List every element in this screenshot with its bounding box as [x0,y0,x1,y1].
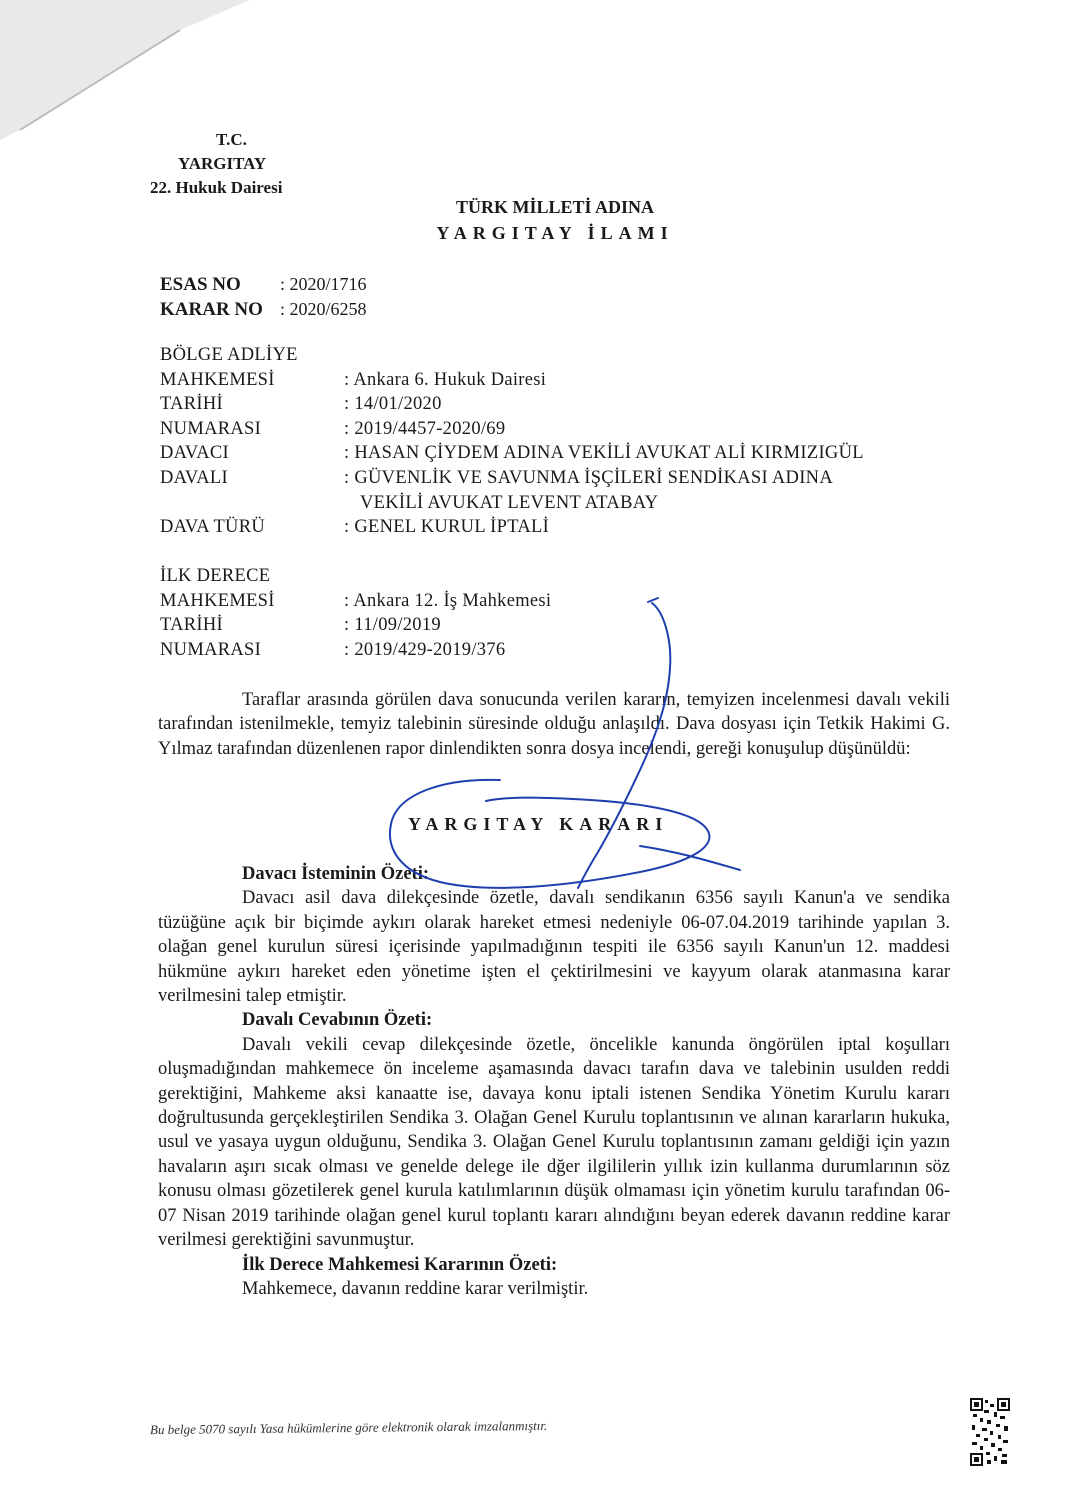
info-value: : 2019/4457-2020/69 [344,418,506,439]
info-row [160,392,950,417]
karar-label: KARAR NO [160,299,263,320]
karar-value: : 2020/6258 [280,299,367,319]
title-line2: YARGITAY İLAMI [436,223,674,243]
info-row-continued [160,491,950,516]
section-title-first-court: İlk Derece Mahkemesi Kararının Özeti: [242,1254,558,1275]
decision-title: YARGITAY KARARI [408,814,669,834]
info-value: : 11/09/2019 [344,615,441,636]
intro-text: Taraflar arasında görülen dava sonucunda verilen kararın, temyizen incelenmesi davalı vekili tarafından istenilmekle, temyiz talebinin süresinde olduğu anlaşıldı. Dava dosyası için Tetkik Hakimi G. Yılmaz tarafından düzenlenen rapor dinlendikten sonra dosya incelendi, gereği konuşulup düşünüldü: [158,690,950,759]
court-tc: T.C. [216,130,247,149]
info-label: DAVALI [160,467,228,488]
info-value: VEKİLİ AVUKAT LEVENT ATABAY [360,492,659,513]
section-text-claimant: Davacı asil dava dilekçesinde özetle, davalı sendikanın 6356 sayılı Kanun'a ve sendika tüzüğüne açık bir biçimde aykırı olarak hareket etmesi nedeniyle 06-07.04.2019 tarihinde yapılan 3. olağan genel kurulun süresi içerisinde yapılmadığının tespiti ile 6356 sayılı Kanun'un 12. maddesi hükmüne aykırı hareket eden yönetime işten el çektirilmesini ve kayyum olarak atanmasına karar verilmesini talep etmiştir. [158,888,950,1007]
section-text-first-court: Mahkemece, davanın reddine karar verilmiştir. [242,1278,589,1299]
esas-value: : 2020/1716 [280,274,367,294]
info-label-empty [160,491,344,516]
court-header [150,128,340,200]
info-label: MAHKEMESİ [160,590,275,611]
info-row [160,466,950,491]
info-value: : GENEL KURUL İPTALİ [344,517,550,538]
info-row [160,613,934,638]
section-title-defendant: Davalı Cevabının Özeti: [242,1010,433,1031]
info-value: : 2019/429-2019/376 [344,639,506,660]
info-label: DAVA TÜRÜ [160,517,266,538]
info-value: : Ankara 6. Hukuk Dairesi [344,369,547,390]
info-value: : Ankara 12. İş Mahkemesi [344,590,552,611]
info-value: : GÜVENLİK VE SAVUNMA İŞÇİLERİ SENDİKASI ADINA [344,467,833,488]
court-name: YARGITAY [178,154,267,173]
info-row [160,515,950,540]
first-court-heading: İLK DERECE [160,566,271,586]
info-label: TARİHİ [160,394,223,415]
document-title [390,194,720,246]
info-label: NUMARASI [160,639,262,660]
info-label: MAHKEMESİ [160,369,275,390]
esas-label: ESAS NO [160,274,241,295]
section-text-defendant: Davalı vekili cevap dilekçesinde özetle, öncelikle kanunda öngörülen iptal koşulları oluşmadığından mahkemece ön inceleme aşamasında davacı tarafın dava ve talebinin usulden reddi gerektiğini, Mahkeme aksi kanaatte ise, davaya konu iptali istenen Sendika Yönetim Kurulu kararı doğrultusunda gerçekleştirilen Sendika 3. Olağan Genel Kurulu toplantısının ve alınan kararların hukuka, usul ve yasaya uygun olduğunu, Sendika 3. Olağan Genel Kurulu toplantısının zamanı geldiği için yazın havaların aşırı sıcak olması ve genelde delege ile dğer ilgililerin yıllık izin kullanma durumlarının söz konusu olması gözetilerek genel kurula katılımlarının düşük olmaması için yönetim kurulu tarafından 06-07 Nisan 2019 tarihinde olağan genel kurul toplantı kararı alındığını beyan ederek davanın reddine karar verilmesi gerektiğini savunmuştur. [158,1034,950,1251]
court-chamber: 22. Hukuk Dairesi [150,178,283,197]
info-value: : 14/01/2020 [344,394,442,415]
first-court-info [160,564,934,662]
esas-row [160,272,367,297]
case-numbers [160,272,367,322]
intro-paragraph [158,688,950,761]
section-title-claimant: Davacı İsteminin Özeti: [242,864,430,884]
karar-row [160,297,367,322]
info-label: NUMARASI [160,418,262,439]
title-line1: TÜRK MİLLETİ ADINA [455,197,655,217]
info-label: TARİHİ [160,615,223,636]
regional-heading: BÖLGE ADLİYE [160,345,298,365]
info-row [160,589,934,614]
info-row [160,368,950,393]
footer-note: Bu belge 5070 sayılı Yasa hükümlerine göre elektronik olarak imzalanmıştır. [149,1417,548,1438]
decision-body [158,862,950,1301]
info-row [160,638,934,663]
info-label: DAVACI [160,443,229,464]
info-row [160,417,950,442]
qr-code-icon [970,1398,1010,1466]
info-row [160,441,950,466]
regional-court-info [160,343,950,540]
info-value: : HASAN ÇİYDEM ADINA VEKİLİ AVUKAT ALİ KIRMIZIGÜL [344,443,864,464]
